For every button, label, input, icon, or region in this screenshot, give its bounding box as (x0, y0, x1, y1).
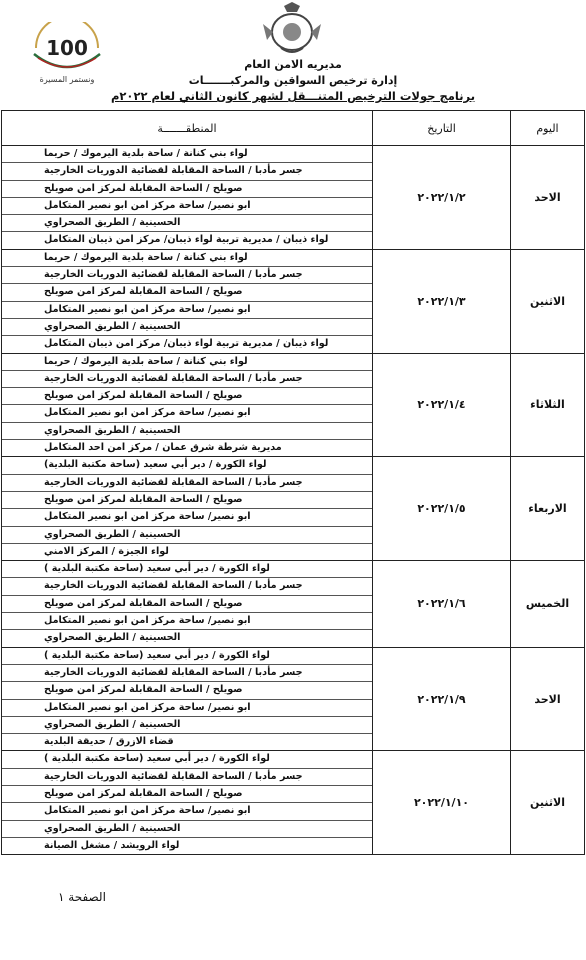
area-list (2, 354, 372, 457)
area-item: صويلح / الساحة المقابلة لمركز امن صويلح (2, 284, 372, 301)
area-item: لواء ذيبان / مديرية تربية لواء ذيبان/ مركز امن ذيبان المتكامل (44, 234, 329, 246)
area-cell (2, 561, 373, 647)
area-item: لواء الكورة / دير أبي سعيد (ساحة مكتبة البلدية ) (2, 751, 372, 768)
area-list (2, 648, 372, 751)
date-cell: ٢٠٢٢/١/٢ (373, 146, 511, 250)
document-header (0, 0, 586, 112)
table-row (2, 647, 585, 751)
area-item: الحسينية / الطريق الصحراوي (2, 215, 372, 232)
area-item: الحسينية / الطريق الصحراوي (2, 423, 372, 440)
area-item: الحسينية / الطريق الصحراوي (44, 632, 181, 644)
area-item: لواء الرويشد / مشغل الصيانة (44, 839, 180, 851)
date-cell: ٢٠٢٢/١/٩ (373, 647, 511, 751)
table-row (2, 146, 585, 250)
area-item: ابو نصير/ ساحة مركز امن ابو نصير المتكامل (2, 405, 372, 422)
header-day: اليوم (511, 111, 585, 146)
area-list (2, 561, 372, 646)
area-item: لواء الكورة / دير أبي سعيد (ساحة مكتبة البلدية ) (2, 561, 372, 578)
area-list (2, 250, 372, 353)
header-program-title: برنامج جولات الترخيص المتنـــقل لشهر كانون الثاني لعام ٢٠٢٢م (110, 89, 476, 103)
area-item: الحسينية / الطريق الصحراوي (2, 821, 372, 838)
area-item: جسر مأدبا / الساحة المقابلة لقضائية الدوريات الخارجية (2, 267, 372, 284)
area-item: لواء الكورة / دير أبي سعيد (ساحة مكتبة البلدية) (2, 457, 372, 474)
date-cell: ٢٠٢٢/١/١٠ (373, 751, 511, 855)
public-security-emblem (259, 2, 325, 58)
area-list (2, 751, 372, 854)
table-row (2, 561, 585, 647)
area-list (2, 146, 372, 249)
svg-text:ونستمر المسيرة: ونستمر المسيرة (39, 75, 95, 84)
table-row (2, 353, 585, 457)
header-date: التاريخ (373, 111, 511, 146)
area-item: الحسينية / الطريق الصحراوي (2, 319, 372, 336)
area-item: ابو نصير/ ساحة مركز امن ابو نصير المتكامل (2, 803, 372, 820)
area-item: جسر مأدبا / الساحة المقابلة لقضائية الدوريات الخارجية (2, 769, 372, 786)
schedule-table (1, 110, 585, 855)
area-item: صويلح / الساحة المقابلة لمركز امن صويلح (2, 786, 372, 803)
date-cell: ٢٠٢٢/١/٦ (373, 561, 511, 647)
table-row (2, 249, 585, 353)
crown-emblem-icon (259, 2, 325, 58)
area-cell (2, 353, 373, 457)
area-item: جسر مأدبا / الساحة المقابلة لقضائية الدوريات الخارجية (2, 665, 372, 682)
area-cell (2, 647, 373, 751)
area-item: ابو نصير/ ساحة مركز امن ابو نصير المتكامل (2, 509, 372, 526)
area-item: لواء بني كنانة / ساحة بلدية اليرموك / حريما (2, 250, 372, 267)
table-row (2, 457, 585, 561)
day-cell: الخميس (511, 561, 585, 647)
area-item: صويلح / الساحة المقابلة لمركز امن صويلح (2, 492, 372, 509)
area-item: جسر مأدبا / الساحة المقابلة لقضائية الدوريات الخارجية (2, 163, 372, 180)
svg-text:100: 100 (46, 36, 88, 60)
area-item: قضاء الازرق / حديقة البلدية (44, 736, 174, 748)
table-header-row (2, 111, 585, 146)
area-item: ابو نصير/ ساحة مركز امن ابو نصير المتكامل (2, 198, 372, 215)
header-department: إدارة ترخيص السواقين والمركبـــــــات (188, 74, 398, 87)
header-directorate: مديريه الامن العام (244, 58, 342, 71)
area-item: لواء الجيزة / المركز الامني (44, 545, 169, 557)
area-item: ابو نصير/ ساحة مركز امن ابو نصير المتكامل (2, 700, 372, 717)
area-item: صويلح / الساحة المقابلة لمركز امن صويلح (2, 388, 372, 405)
day-cell: الثلاثاء (511, 353, 585, 457)
area-item: الحسينية / الطريق الصحراوي (2, 527, 372, 544)
day-cell: الاثنين (511, 751, 585, 855)
area-item: الحسينية / الطريق الصحراوي (2, 717, 372, 734)
header-area: المنطقـــــــة (2, 111, 373, 146)
area-cell (2, 249, 373, 353)
area-item: لواء الكورة / دير أبي سعيد (ساحة مكتبة البلدية ) (2, 648, 372, 665)
area-item: لواء ذيبان / مديرية تربية لواء ذيبان/ مركز امن ذيبان المتكامل (44, 338, 329, 350)
date-cell: ٢٠٢٢/١/٥ (373, 457, 511, 561)
area-item: لواء بني كنانة / ساحة بلدية اليرموك / حريما (2, 146, 372, 163)
date-cell: ٢٠٢٢/١/٤ (373, 353, 511, 457)
table-row (2, 751, 585, 855)
area-item: صويلح / الساحة المقابلة لمركز امن صويلح (2, 596, 372, 613)
area-item: ابو نصير/ ساحة مركز امن ابو نصير المتكامل (2, 613, 372, 630)
area-item: جسر مأدبا / الساحة المقابلة لقضائية الدوريات الخارجية (2, 578, 372, 595)
area-item: صويلح / الساحة المقابلة لمركز امن صويلح (2, 682, 372, 699)
area-item: صويلح / الساحة المقابلة لمركز امن صويلح (2, 181, 372, 198)
date-cell: ٢٠٢٢/١/٣ (373, 249, 511, 353)
area-item: مديرية شرطة شرق عمان / مركز امن احد المتكامل (44, 442, 282, 454)
area-cell (2, 457, 373, 561)
day-cell: الاحد (511, 647, 585, 751)
area-list (2, 457, 372, 560)
area-item: جسر مأدبا / الساحة المقابلة لقضائية الدوريات الخارجية (2, 371, 372, 388)
area-cell (2, 751, 373, 855)
day-cell: الاربعاء (511, 457, 585, 561)
area-item: جسر مأدبا / الساحة المقابلة لقضائية الدوريات الخارجية (2, 475, 372, 492)
area-cell (2, 146, 373, 250)
day-cell: الاثنين (511, 249, 585, 353)
page-number: الصفحة ١ (58, 890, 106, 904)
area-item: ابو نصير/ ساحة مركز امن ابو نصير المتكامل (2, 302, 372, 319)
area-item: لواء بني كنانة / ساحة بلدية اليرموك / حريما (2, 354, 372, 371)
day-cell: الاحد (511, 146, 585, 250)
